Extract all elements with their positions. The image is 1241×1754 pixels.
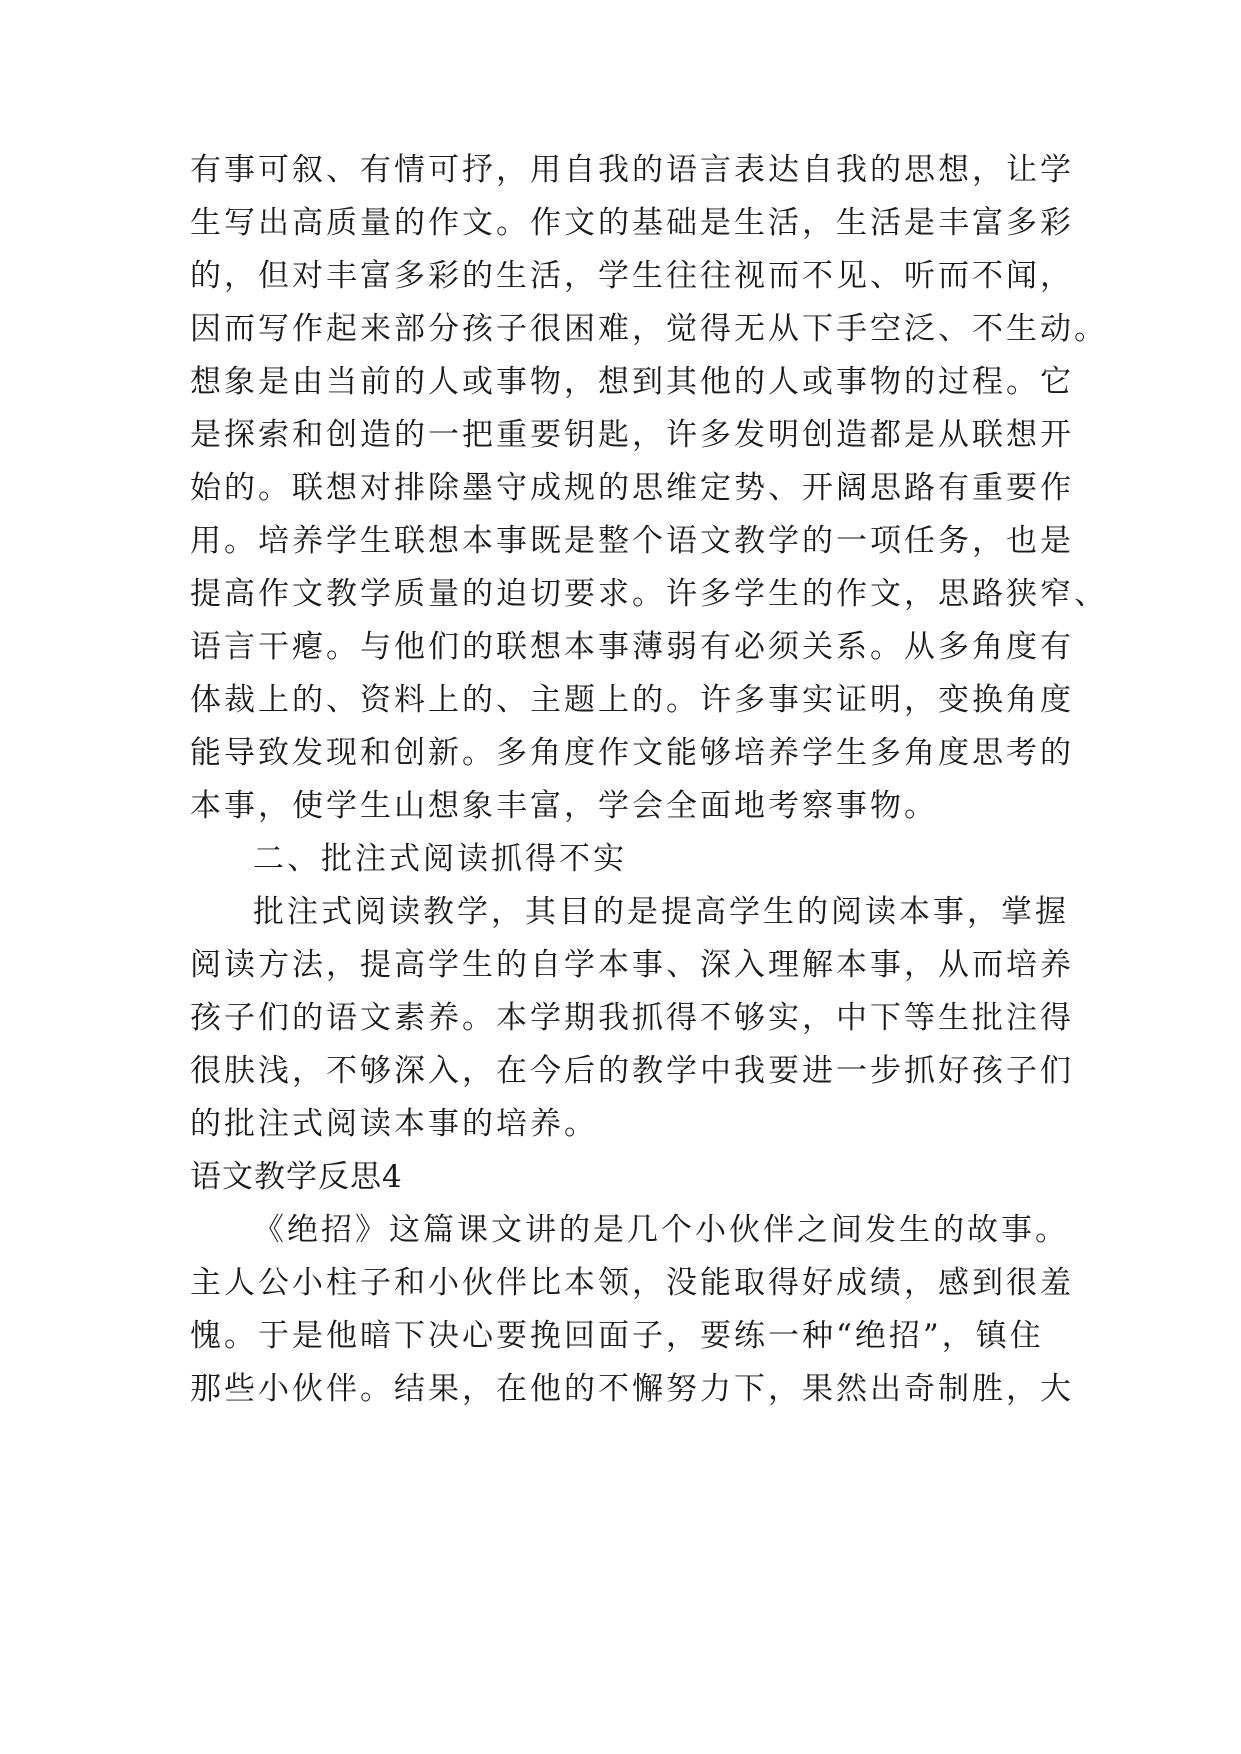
text-line: 生写出高质量的作文。作文的基础是生活，生活是丰富多彩 (190, 205, 1074, 241)
text-line: 语言干瘪。与他们的联想本事薄弱有必须关系。从多角度有 (190, 629, 1074, 665)
text-line: 阅读方法，提高学生的自学本事、深入理解本事，从而培养 (190, 947, 1074, 983)
article-title: 语文教学反思4 (190, 1159, 403, 1195)
text-line: 用。培养学生联想本事既是整个语文教学的一项任务，也是 (190, 523, 1074, 559)
text-line: 本事，使学生山想象丰富，学会全面地考察事物。 (190, 788, 938, 824)
text-line: 《绝招》这篇课文讲的是几个小伙伴之间发生的故事。 (253, 1212, 1069, 1248)
text-line: 孩子们的语文素养。本学期我抓得不够实，中下等生批注得 (190, 1000, 1074, 1036)
text-line: 批注式阅读教学，其目的是提高学生的阅读本事，掌握 (253, 894, 1069, 930)
text-line: 的，但对丰富多彩的生活，学生往往视而不见、听而不闻， (190, 258, 1074, 294)
text-line: 那些小伙伴。结果，在他的不懈努力下，果然出奇制胜，大 (190, 1371, 1074, 1407)
text-line: 因而写作起来部分孩子很困难，觉得无从下手空泛、不生动。 (190, 311, 1108, 347)
text-line: 很肤浅，不够深入，在今后的教学中我要进一步抓好孩子们 (190, 1053, 1074, 1089)
text-line: 的批注式阅读本事的培养。 (190, 1106, 598, 1142)
text-line: 能导致发现和创新。多角度作文能够培养学生多角度思考的 (190, 735, 1074, 771)
text-line: 提高作文教学质量的迫切要求。许多学生的作文，思路狭窄、 (190, 576, 1108, 612)
text-line: 体裁上的、资料上的、主题上的。许多事实证明，变换角度 (190, 682, 1074, 718)
text-line: 始的。联想对排除墨守成规的思维定势、开阔思路有重要作 (190, 470, 1074, 506)
text-line: 是探索和创造的一把重要钥匙，许多发明创造都是从联想开 (190, 417, 1074, 453)
section-heading: 二、批注式阅读抓得不实 (253, 841, 627, 877)
text-line: 愧。于是他暗下决心要挽回面子，要练一种“绝招”，镇住 (190, 1318, 1044, 1354)
text-line: 想象是由当前的人或事物，想到其他的人或事物的过程。它 (190, 364, 1074, 400)
text-line: 主人公小柱子和小伙伴比本领，没能取得好成绩，感到很羞 (190, 1265, 1074, 1301)
text-line: 有事可叙、有情可抒，用自我的语言表达自我的思想，让学 (190, 152, 1074, 188)
